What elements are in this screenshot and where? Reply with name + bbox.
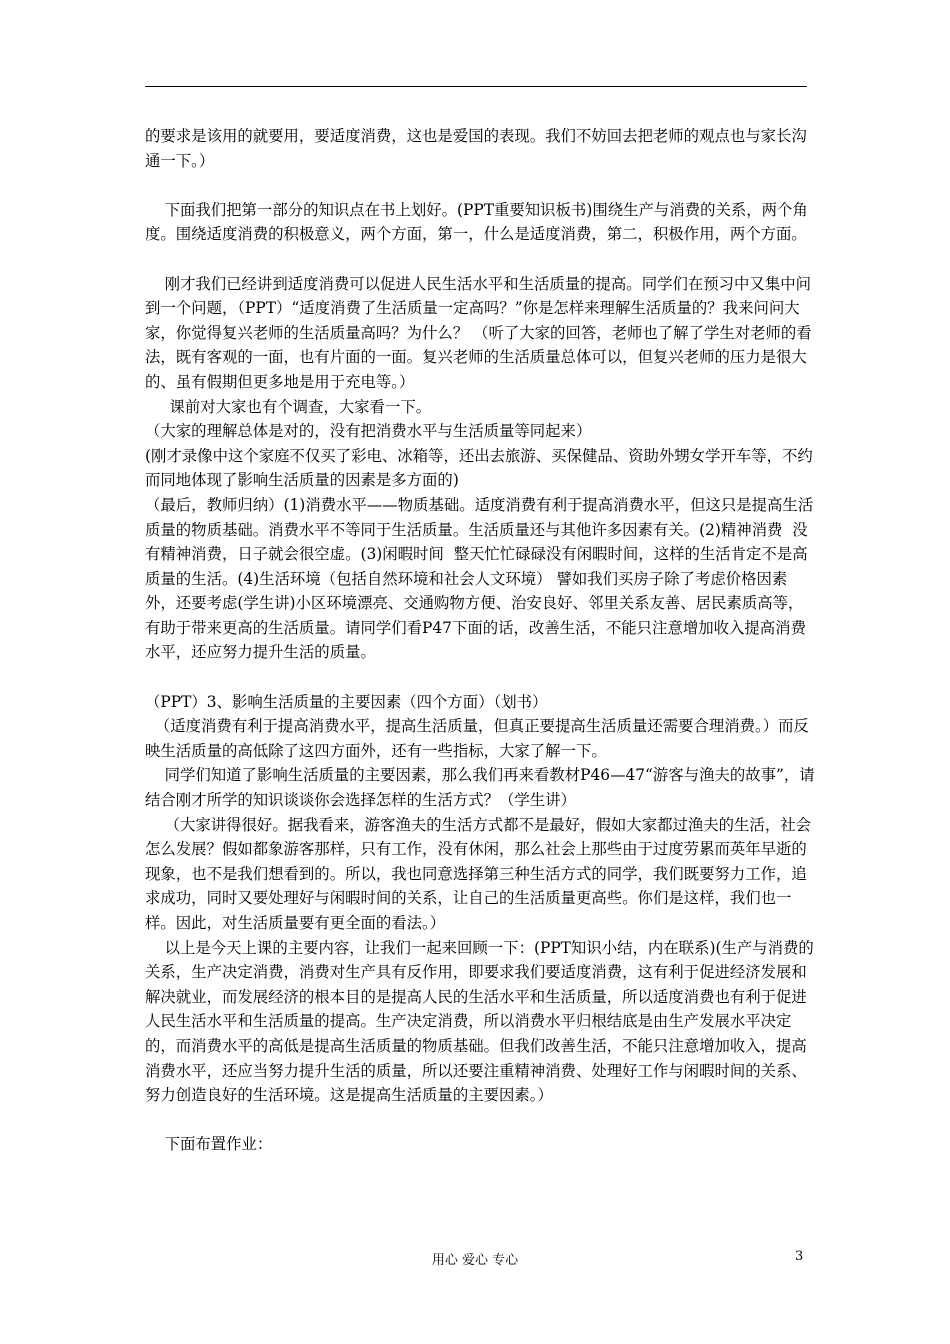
paragraph-8: （PPT）3、影响生活质量的主要因素（四个方面）（划书） [145, 692, 548, 711]
header-rule [145, 86, 807, 87]
paragraph-3: 刚才我们已经讲到适度消费可以促进人民生活水平和生活质量的提高。同学们在预习中又集中问到一个问题，（PPT）“适度消费了生活质量一定高吗？”你是怎样来理解生活质量的？我来问问大家，你觉得复兴老师的生活质量高吗？为什么？ （听了大家的回答，老师也了解了学生对老师的看法，既有客观的一面，也有片面的一面。复兴老师的生活质量总体可以，但复兴老师的压力是很大的、虽有假期但更多地是用于充电等。） [145, 274, 812, 391]
paragraph-10: 同学们知道了影响生活质量的主要因素，那么我们再来看教材P46—47“游客与渔夫的故事”，请结合刚才所学的知识谈谈你会选择怎样的生活方式？（学生讲） [145, 766, 815, 810]
paragraph-9: （适度消费有利于提高消费水平，提高生活质量，但真正要提高生活质量还需要合理消费。）而反映生活质量的高低除了这四方面外，还有一些指标，大家了解一下。 [145, 717, 809, 760]
paragraph-2: 下面我们把第一部分的知识点在书上划好。(PPT重要知识板书)围绕生产与消费的关系，两个角度。围绕适度消费的积极意义，两个方面，第一，什么是适度消费，第二，积极作用，两个方面。 [145, 200, 808, 244]
blank-line [145, 1108, 815, 1133]
paragraph-11: （大家讲得很好。据我看来，游客渔夫的生活方式都不是最好，假如大家都过渔夫的生活，社会怎么发展？假如都象游客那样，只有工作，没有休闲，那么社会上那些由于过度劳累而英年早逝的现象，也不是我们想看到的。所以，我也同意选择第三种生活方式的同学，我们既要努力工作，追求成功，同时又要处理好与闲暇时间的关系，让自己的生活质量更高些。你们是这样，我们也一样。因此，对生活质量要有更全面的看法。） [145, 815, 811, 932]
paragraph-6: (刚才录像中这个家庭不仅买了彩电、冰箱等，还出去旅游、买保健品、资助外甥女学开车等，不约而同地体现了影响生活质量的因素是多方面的) [145, 446, 813, 490]
paragraph-13: 下面布置作业： [145, 1135, 273, 1154]
paragraph-4: 课前对大家也有个调查，大家看一下。 [145, 397, 432, 416]
paragraph-1: 的要求是该用的就要用，要适度消费，这也是爱国的表现。我们不妨回去把老师的观点也与家长沟通一下。） [145, 127, 807, 170]
page-number: 3 [795, 1249, 804, 1264]
paragraph-5: （大家的理解总体是对的，没有把消费水平与生活质量等同起来） [145, 422, 592, 441]
blank-line [145, 173, 815, 198]
blank-line [145, 665, 815, 690]
footer-motto: 用心 爱心 专心 [431, 1253, 519, 1268]
paragraph-7: （最后，教师归纳）(1)消费水平——物质基础。适度消费有利于提高消费水平，但这只是提高生活质量的物质基础。消费水平不等同于生活质量。生活质量还与其他许多因素有关。(2)精神消费 没有精神消费，日子就会很空虚。(3)闲暇时间 整天忙忙碌碌没有闲暇时间，这样的生活肯定不是高质量的生活。(4)生活环境（包括自然环境和社会人文环境） 譬如我们买房子除了考虑价格因素外，还要考虑(学生讲)小区环境漂亮、交通购物方便、治安良好、邻里关系友善、居民素质高等，有助于带来更高的生活质量。请同学们看P47下面的话，改善生活，不能只注意增加收入提高消费水平，还应努力提升生活的质量。 [145, 495, 814, 662]
document-body [145, 124, 815, 1157]
blank-line [145, 247, 815, 272]
paragraph-12: 以上是今天上课的主要内容，让我们一起来回顾一下：(PPT知识小结，内在联系)(生产与消费的关系，生产决定消费，消费对生产具有反作用，即要求我们要适度消费，这有利于促进经济发展和解决就业，而发展经济的根本目的是提高人民的生活水平和生活质量，所以适度消费也有利于促进人民生活水平和生活质量的提高。生产决定消费，所以消费水平归根结底是由生产发展水平决定的，而消费水平的高低是提高生活质量的物质基础。但我们改善生活，不能只注意增加收入，提高消费水平，还应当努力提升生活的质量，所以还要注重精神消费、处理好工作与闲暇时间的关系、努力创造良好的生活环境。这是提高生活质量的主要因素。） [145, 938, 814, 1105]
